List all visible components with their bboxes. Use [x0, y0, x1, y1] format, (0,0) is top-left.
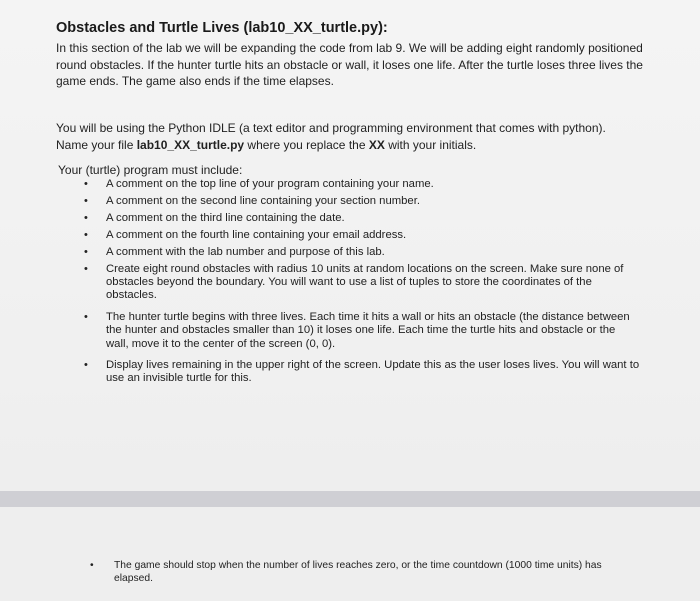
requirements-intro: Your (turtle) program must include: [58, 163, 243, 177]
bullet-icon: • [90, 560, 94, 571]
list-item: • A comment with the lab number and purpose of this lab. [84, 245, 385, 258]
name-middle: where you replace the [244, 137, 369, 152]
list-item: • A comment on the top line of your program containing your name. [84, 178, 434, 190]
intro-paragraph: In this section of the lab we will be expanding the code from lab 9. We will be adding eight randomly positioned round obstacles. If the hunter turtle hits an obstacle or wall, it loses one life. After the turtle loses three lives the game ends. The game also ends if the time elapses. [56, 41, 643, 88]
bullet-icon: • [84, 310, 88, 323]
list-item: • Display lives remaining in the upper right of the screen. Update this as the user loses lives. You will want to use an invisible turtle for this. [84, 358, 640, 385]
bullet-icon: • [84, 245, 88, 258]
name-prefix: Name your file [56, 137, 137, 152]
bullet-icon: • [84, 194, 88, 207]
bullet-icon: • [84, 262, 88, 275]
list-item: • A comment on the second line containing your section number. [84, 194, 420, 207]
list-item: • A comment on the fourth line containing your email address. [84, 228, 407, 241]
list-item: • The hunter turtle begins with three lives. Each time it hits a wall or hits an obstacle (the distance between the hunter and obstacles smaller than 10) it loses one life. Each time the turtle hits and obstacle or the wall, move it to the center of the screen (0, 0). [84, 310, 630, 350]
bullet-icon: • [84, 178, 88, 190]
bullet-icon: • [84, 228, 88, 241]
requirements-list [80, 178, 640, 386]
file-instructions-paragraph [56, 120, 666, 153]
bullet-icon: • [84, 211, 88, 224]
idle-sentence: You will be using the Python IDLE (a text editor and programming environment that comes with python). [56, 121, 606, 135]
section-title: Obstacles and Turtle Lives (lab10_XX_turtle.py): [56, 20, 388, 36]
list-item: • Create eight round obstacles with radius 10 units at random locations on the screen. Make sure none of obstacles beyond the boundary. You will want to use a list of tuples to store the coordinates of the obstacles. [84, 262, 624, 302]
list-item: • The game should stop when the number of lives reaches zero, or the time countdown (1000 time units) has elapsed. [90, 560, 602, 585]
initials-placeholder: XX [368, 137, 385, 152]
page-divider [0, 491, 700, 507]
filename: lab10_XX_turtle.py [136, 137, 245, 152]
list-item: • A comment on the third line containing the date. [84, 211, 345, 224]
bullet-icon: • [84, 358, 88, 371]
next-page-section [0, 507, 700, 601]
name-suffix: with your initials. [384, 137, 477, 152]
